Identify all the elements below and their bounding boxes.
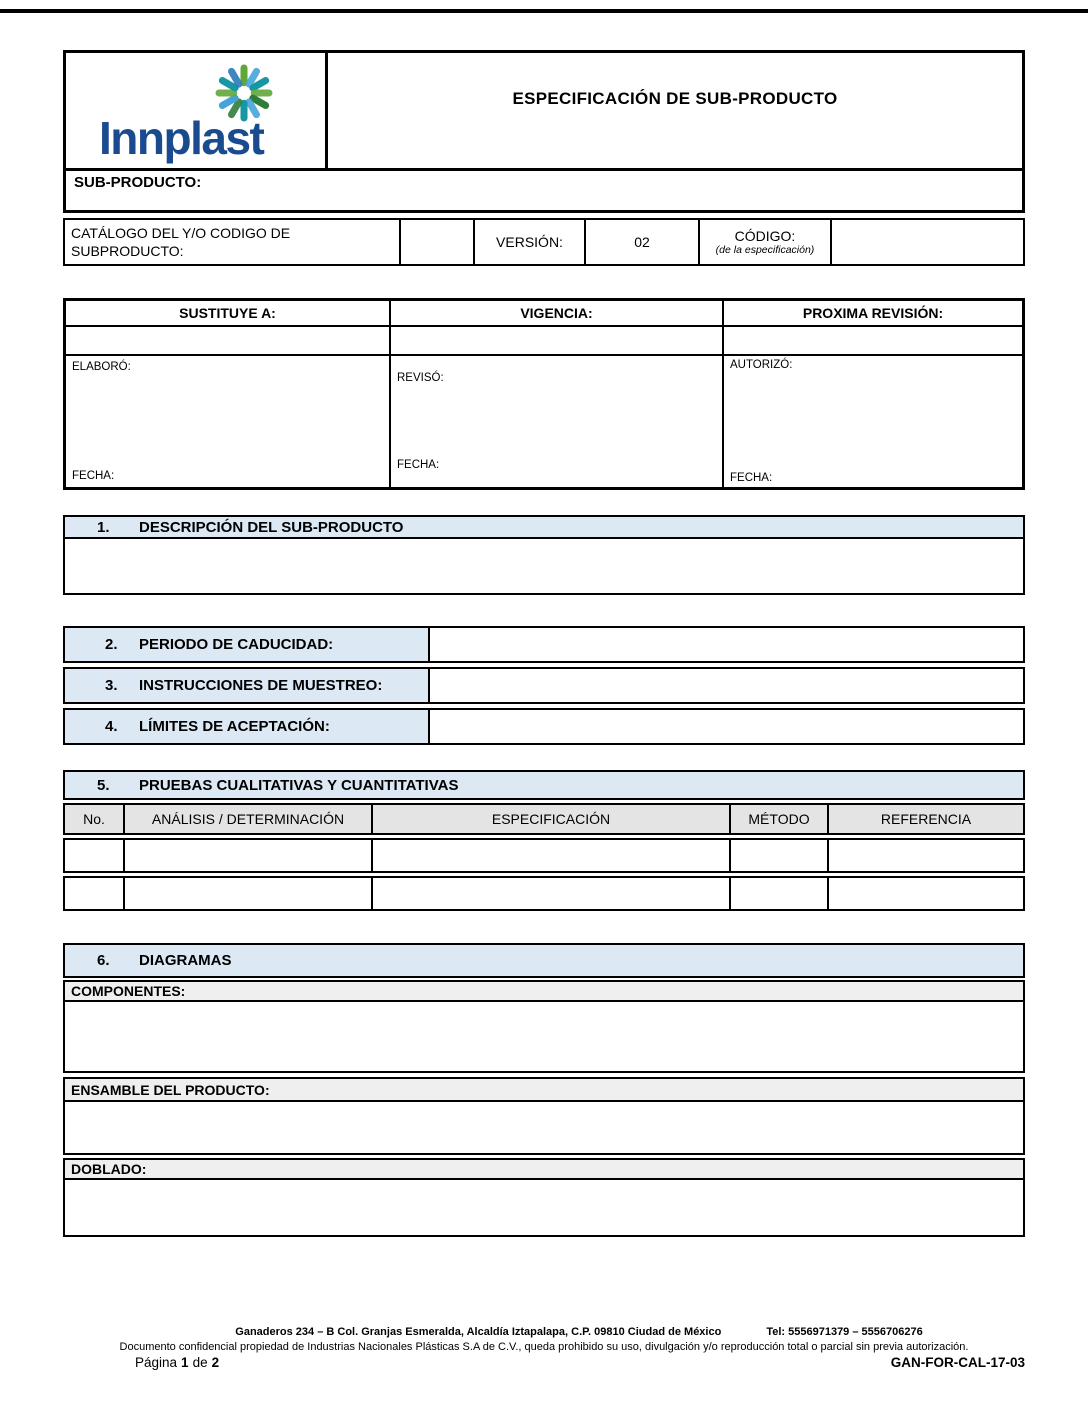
cell-analisis[interactable] bbox=[125, 840, 373, 871]
section-number: 6. bbox=[97, 952, 110, 969]
footer-phone: Tel: 5556971379 – 5556706276 bbox=[766, 1326, 923, 1338]
cell-metodo[interactable] bbox=[731, 878, 829, 909]
section-title: INSTRUCCIONES DE MUESTREO: bbox=[139, 677, 383, 694]
subproducto-field[interactable] bbox=[251, 173, 1018, 208]
muestreo-label-cell bbox=[65, 669, 430, 702]
reviso-cell[interactable] bbox=[391, 356, 724, 487]
catalogo-row bbox=[63, 218, 1025, 266]
fecha-label: FECHA: bbox=[730, 472, 773, 484]
section-title: DESCRIPCIÓN DEL SUB-PRODUCTO bbox=[139, 518, 404, 536]
caducidad-label-cell bbox=[65, 628, 430, 661]
innplast-wordmark: Innplast bbox=[99, 112, 264, 164]
proxima-revision-header: PROXIMA REVISIÓN: bbox=[724, 301, 1022, 327]
footer-address-line bbox=[63, 1326, 1025, 1338]
elaboro-label: ELABORÓ: bbox=[72, 361, 131, 373]
section-descripcion-header bbox=[63, 515, 1025, 539]
elaboro-cell[interactable] bbox=[66, 356, 391, 487]
cell-analisis[interactable] bbox=[125, 878, 373, 909]
col-analisis: ANÁLISIS / DETERMINACIÓN bbox=[125, 805, 373, 833]
col-no: No. bbox=[65, 805, 125, 833]
cell-referencia[interactable] bbox=[829, 840, 1023, 871]
vigencia-field[interactable] bbox=[391, 327, 724, 356]
muestreo-field[interactable] bbox=[430, 669, 1023, 702]
section-caducidad-row bbox=[63, 626, 1025, 663]
proxima-revision-field[interactable] bbox=[724, 327, 1022, 356]
fecha-label: FECHA: bbox=[397, 459, 440, 471]
ensamble-subheader: ENSAMBLE DEL PRODUCTO: bbox=[63, 1077, 1025, 1102]
section-title: PERIODO DE CADUCIDAD: bbox=[139, 636, 334, 653]
caducidad-field[interactable] bbox=[430, 628, 1023, 661]
section-limites-row bbox=[63, 708, 1025, 745]
version-label: VERSIÓN: bbox=[475, 220, 586, 264]
doc-code: GAN-FOR-CAL-17-03 bbox=[890, 1355, 1025, 1370]
col-metodo: MÉTODO bbox=[731, 805, 829, 833]
limites-label-cell bbox=[65, 710, 430, 743]
section-pruebas-header bbox=[63, 770, 1025, 800]
doblado-subheader: DOBLADO: bbox=[63, 1158, 1025, 1180]
cell-no[interactable] bbox=[65, 840, 125, 871]
subproducto-label: SUB-PRODUCTO: bbox=[74, 174, 202, 191]
cell-no[interactable] bbox=[65, 878, 125, 909]
version-value[interactable]: 02 bbox=[586, 220, 700, 264]
revision-table bbox=[63, 298, 1025, 490]
footer-confidential: Documento confidencial propiedad de Industrias Nacionales Plásticas S.A de C.V., queda prohibido su uso, divulgación y/o reproducción total o parcial sin previa autorización. bbox=[119, 1341, 969, 1353]
sustituye-field[interactable] bbox=[66, 327, 391, 356]
ensamble-diagram-field[interactable] bbox=[63, 1102, 1025, 1155]
descripcion-field[interactable] bbox=[63, 539, 1025, 595]
catalogo-field[interactable] bbox=[401, 220, 475, 264]
page-number: Página 1 de 2 bbox=[135, 1355, 220, 1370]
pruebas-row bbox=[63, 838, 1025, 873]
top-rule bbox=[0, 9, 1088, 13]
codigo-label-cell bbox=[700, 220, 832, 264]
section-number: 5. bbox=[97, 776, 110, 794]
section-diagramas-header bbox=[63, 943, 1025, 978]
title-cell bbox=[328, 53, 1022, 168]
codigo-note: (de la especificación) bbox=[715, 243, 815, 256]
cell-especificacion[interactable] bbox=[373, 840, 731, 871]
cell-metodo[interactable] bbox=[731, 840, 829, 871]
autorizo-cell[interactable] bbox=[724, 356, 1022, 487]
section-number: 4. bbox=[105, 718, 118, 735]
section-muestreo-row bbox=[63, 667, 1025, 704]
section-title: PRUEBAS CUALITATIVAS Y CUANTITATIVAS bbox=[139, 776, 459, 794]
codigo-field[interactable] bbox=[832, 220, 1023, 264]
document-title: ESPECIFICACIÓN DE SUB-PRODUCTO bbox=[512, 88, 838, 108]
footer-address: Ganaderos 234 – B Col. Granjas Esmeralda, Alcaldía Iztapalapa, C.P. 09810 Ciudad de México bbox=[235, 1326, 722, 1338]
reviso-label: REVISÓ: bbox=[397, 372, 444, 384]
cell-especificacion[interactable] bbox=[373, 878, 731, 909]
pruebas-row bbox=[63, 876, 1025, 911]
limites-field[interactable] bbox=[430, 710, 1023, 743]
componentes-subheader: COMPONENTES: bbox=[63, 980, 1025, 1002]
catalogo-label: CATÁLOGO DEL Y/O CODIGO DE SUBPRODUCTO: bbox=[65, 220, 401, 264]
pruebas-column-headers bbox=[63, 803, 1025, 835]
section-title: LÍMITES DE ACEPTACIÓN: bbox=[139, 718, 330, 735]
logo-cell bbox=[66, 53, 328, 168]
section-number: 1. bbox=[97, 518, 110, 536]
vigencia-header: VIGENCIA: bbox=[391, 301, 724, 327]
doblado-diagram-field[interactable] bbox=[63, 1180, 1025, 1237]
col-especificacion: ESPECIFICACIÓN bbox=[373, 805, 731, 833]
subproducto-row bbox=[63, 171, 1025, 213]
section-title: DIAGRAMAS bbox=[139, 952, 232, 969]
componentes-diagram-field[interactable] bbox=[63, 1002, 1025, 1073]
section-number: 2. bbox=[105, 636, 118, 653]
section-number: 3. bbox=[105, 677, 118, 694]
sustituye-header: SUSTITUYE A: bbox=[66, 301, 391, 327]
autorizo-label: AUTORIZÓ: bbox=[730, 359, 793, 371]
codigo-label: CÓDIGO: bbox=[734, 227, 796, 244]
fecha-label: FECHA: bbox=[72, 470, 115, 482]
form-header bbox=[63, 50, 1025, 171]
footer-bottom-line bbox=[63, 1355, 1025, 1370]
col-referencia: REFERENCIA bbox=[880, 811, 972, 827]
cell-referencia[interactable] bbox=[829, 878, 1023, 909]
